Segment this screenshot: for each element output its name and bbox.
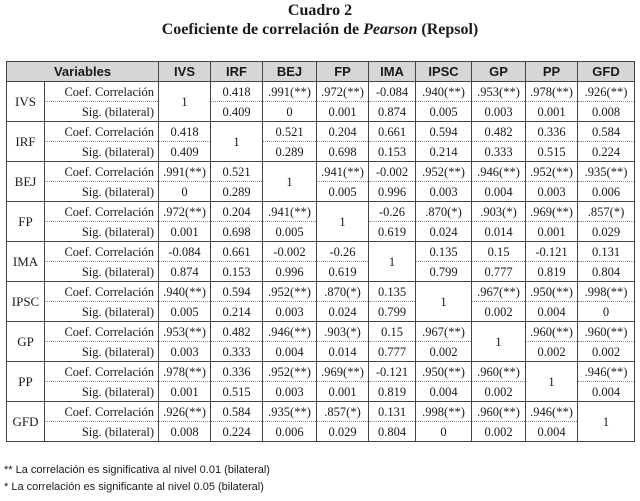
sig-cell: 0.003 [159,342,211,362]
coef-cell: -0.26 [317,242,369,262]
sig-cell: 0.014 [317,342,369,362]
stat-label-sig: Sig. (bilateral) [45,142,159,162]
variable-label: PP [7,362,45,402]
coef-cell: .946(**) [526,402,578,422]
coef-cell: .967(**) [472,282,526,302]
sig-cell: 0.005 [416,102,472,122]
table-body [7,82,635,442]
header-cell: GFD [578,62,635,82]
coef-cell: .953(**) [472,82,526,102]
sig-cell: 0.996 [369,182,416,202]
coef-cell: 0.594 [211,282,263,302]
coef-cell: .991(**) [159,162,211,182]
coef-cell: -0.26 [369,202,416,222]
header-cell: IMA [369,62,416,82]
coef-cell: 0.661 [211,242,263,262]
sig-cell: 0.001 [159,382,211,402]
sig-cell: 0.001 [317,102,369,122]
sig-cell: 0.006 [578,182,635,202]
coef-cell: 0.418 [159,122,211,142]
subtitle-prefix: Coeficiente de correlación de [161,21,364,38]
sig-cell: 0.153 [211,262,263,282]
coef-cell: 0.661 [369,122,416,142]
coef-cell: .972(**) [159,202,211,222]
table-row [7,162,635,182]
coef-cell: .950(**) [416,362,472,382]
coef-cell: .935(**) [578,162,635,182]
stat-label-coef: Coef. Correlación [45,162,159,182]
correlation-table [6,61,635,442]
stat-label-coef: Coef. Correlación [45,282,159,302]
sig-cell: 0.005 [159,302,211,322]
diagonal-cell: 1 [526,362,578,402]
header-cell: IPSC [416,62,472,82]
sig-cell: 0.008 [578,102,635,122]
sig-cell: 0.004 [416,382,472,402]
sig-cell: 0.002 [472,422,526,442]
sig-cell: 0.004 [526,422,578,442]
coef-cell: .991(**) [263,82,317,102]
table-row [7,282,635,302]
sig-cell: 0.001 [526,222,578,242]
diagonal-cell: 1 [317,202,369,242]
coef-cell: -0.002 [369,162,416,182]
coef-cell: .960(**) [526,322,578,342]
variable-label: GP [7,322,45,362]
coef-cell: .998(**) [416,402,472,422]
variable-label: FP [7,202,45,242]
header-cell: IRF [211,62,263,82]
footnote: * La correlación es significante al nivel 0.05 (bilateral) [4,481,264,493]
table-row [7,202,635,222]
coef-cell: 0.482 [211,322,263,342]
coef-cell: .960(**) [578,322,635,342]
sig-cell: 0.003 [263,302,317,322]
sig-cell: 0.804 [578,262,635,282]
sig-cell: 0.515 [211,382,263,402]
sig-cell: 0 [263,102,317,122]
coef-cell: .952(**) [263,362,317,382]
coef-cell: .940(**) [159,282,211,302]
sig-cell: 0.014 [472,222,526,242]
sig-cell: 0.004 [263,342,317,362]
table-row [7,142,635,162]
coef-cell: .903(*) [317,322,369,342]
coef-cell: .972(**) [317,82,369,102]
stat-label-coef: Coef. Correlación [45,362,159,382]
coef-cell: -0.121 [369,362,416,382]
coef-cell: -0.002 [263,242,317,262]
diagonal-cell: 1 [263,162,317,202]
sig-cell: 0.001 [526,102,578,122]
header-cell: FP [317,62,369,82]
table-row [7,122,635,142]
table-row [7,102,635,122]
sig-cell: 0.001 [159,222,211,242]
stat-label-sig: Sig. (bilateral) [45,262,159,282]
coef-cell: -0.084 [369,82,416,102]
sig-cell: 0 [578,302,635,322]
subtitle-italic: Pearson [363,21,418,38]
coef-cell: 0.135 [416,242,472,262]
sig-cell: 0.619 [317,262,369,282]
sig-cell: 0.333 [211,342,263,362]
sig-cell: 0.515 [526,142,578,162]
coef-cell: 0.521 [263,122,317,142]
diagonal-cell: 1 [578,402,635,442]
coef-cell: .998(**) [578,282,635,302]
coef-cell: .903(*) [472,202,526,222]
header-cell: IVS [159,62,211,82]
table-row [7,82,635,102]
variable-label: IRF [7,122,45,162]
variable-label: IVS [7,82,45,122]
sig-cell: 0.153 [369,142,416,162]
stat-label-coef: Coef. Correlación [45,402,159,422]
sig-cell: 0.006 [263,422,317,442]
coef-cell: .978(**) [159,362,211,382]
sig-cell: 0.002 [526,342,578,362]
stat-label-sig: Sig. (bilateral) [45,422,159,442]
sig-cell: 0.777 [369,342,416,362]
coef-cell: 0.594 [416,122,472,142]
stat-label-sig: Sig. (bilateral) [45,302,159,322]
table-row [7,402,635,422]
stat-label-sig: Sig. (bilateral) [45,182,159,202]
coef-cell: .946(**) [263,322,317,342]
coef-cell: -0.084 [159,242,211,262]
diagonal-cell: 1 [369,242,416,282]
footnotes [4,462,270,496]
sig-cell: 0.698 [211,222,263,242]
header-row [7,62,635,82]
sig-cell: 0.214 [416,142,472,162]
coef-cell: 0.204 [317,122,369,142]
sig-cell: 0.002 [472,302,526,322]
variable-label: GFD [7,402,45,442]
sig-cell: 0.289 [263,142,317,162]
table-row [7,342,635,362]
coef-cell: .960(**) [472,402,526,422]
subtitle-suffix: (Repsol) [417,21,479,38]
sig-cell: 0.224 [211,422,263,442]
sig-cell: 0.004 [578,382,635,402]
sig-cell: 0.002 [578,342,635,362]
footnote: ** La correlación es significativa al nivel 0.01 (bilateral) [4,464,270,476]
sig-cell: 0.005 [317,182,369,202]
sig-cell: 0.003 [472,102,526,122]
sig-cell: 0.799 [369,302,416,322]
coef-cell: -0.121 [526,242,578,262]
diagonal-cell: 1 [211,122,263,162]
diagonal-cell: 1 [472,322,526,362]
coef-cell: .935(**) [263,402,317,422]
header-cell: PP [526,62,578,82]
sig-cell: 0.409 [159,142,211,162]
sig-cell: 0.029 [578,222,635,242]
stat-label-coef: Coef. Correlación [45,322,159,342]
stat-label-sig: Sig. (bilateral) [45,222,159,242]
sig-cell: 0.008 [159,422,211,442]
variable-label: BEJ [7,162,45,202]
sig-cell: 0.214 [211,302,263,322]
coef-cell: .926(**) [578,82,635,102]
coef-cell: .857(*) [317,402,369,422]
diagonal-cell: 1 [159,82,211,122]
table-row [7,322,635,342]
stat-label-sig: Sig. (bilateral) [45,342,159,362]
header-cell: Variables [7,62,159,82]
coef-cell: .946(**) [578,362,635,382]
sig-cell: 0.004 [472,182,526,202]
coef-cell: .926(**) [159,402,211,422]
coef-cell: 0.336 [211,362,263,382]
coef-cell: .857(*) [578,202,635,222]
variable-label: IPSC [7,282,45,322]
sig-cell: 0.819 [526,262,578,282]
stat-label-coef: Coef. Correlación [45,242,159,262]
coef-cell: .952(**) [263,282,317,302]
coef-cell: 0.131 [369,402,416,422]
sig-cell: 0.333 [472,142,526,162]
coef-cell: 0.336 [526,122,578,142]
sig-cell: 0.005 [263,222,317,242]
coef-cell: .967(**) [416,322,472,342]
coef-cell: 0.584 [211,402,263,422]
sig-cell: 0.996 [263,262,317,282]
coef-cell: 0.135 [369,282,416,302]
table-row [7,262,635,282]
variable-label: IMA [7,242,45,282]
coef-cell: 0.584 [578,122,635,142]
table-row [7,422,635,442]
sig-cell: 0 [159,182,211,202]
coef-cell: .941(**) [317,162,369,182]
sig-cell: 0.224 [578,142,635,162]
coef-cell: .870(*) [416,202,472,222]
sig-cell: 0.799 [416,262,472,282]
diagonal-cell: 1 [416,282,472,322]
coef-cell: .941(**) [263,202,317,222]
coef-cell: 0.204 [211,202,263,222]
sig-cell: 0.804 [369,422,416,442]
coef-cell: 0.131 [578,242,635,262]
coef-cell: .870(*) [317,282,369,302]
coef-cell: 0.15 [369,322,416,342]
sig-cell: 0.003 [416,182,472,202]
coef-cell: .969(**) [317,362,369,382]
coef-cell: .960(**) [472,362,526,382]
sig-cell: 0.289 [211,182,263,202]
coef-cell: 0.418 [211,82,263,102]
stat-label-coef: Coef. Correlación [45,122,159,142]
coef-cell: 0.482 [472,122,526,142]
coef-cell: .946(**) [472,162,526,182]
sig-cell: 0.619 [369,222,416,242]
stat-label-sig: Sig. (bilateral) [45,382,159,402]
coef-cell: .950(**) [526,282,578,302]
table-row [7,362,635,382]
table-row [7,182,635,202]
sig-cell: 0.698 [317,142,369,162]
sig-cell: 0.029 [317,422,369,442]
table-row [7,302,635,322]
table-subtitle [0,21,640,39]
coef-cell: 0.15 [472,242,526,262]
sig-cell: 0.024 [317,302,369,322]
coef-cell: .940(**) [416,82,472,102]
header-cell: GP [472,62,526,82]
sig-cell: 0.004 [526,302,578,322]
coef-cell: 0.521 [211,162,263,182]
sig-cell: 0 [416,422,472,442]
sig-cell: 0.777 [472,262,526,282]
sig-cell: 0.819 [369,382,416,402]
sig-cell: 0.003 [526,182,578,202]
sig-cell: 0.874 [369,102,416,122]
sig-cell: 0.001 [317,382,369,402]
table-row [7,242,635,262]
sig-cell: 0.002 [416,342,472,362]
sig-cell: 0.409 [211,102,263,122]
coef-cell: .952(**) [526,162,578,182]
coef-cell: .978(**) [526,82,578,102]
table-title: Cuadro 2 [287,2,353,19]
sig-cell: 0.874 [159,262,211,282]
coef-cell: .969(**) [526,202,578,222]
coef-cell: .952(**) [416,162,472,182]
sig-cell: 0.003 [263,382,317,402]
sig-cell: 0.024 [416,222,472,242]
stat-label-sig: Sig. (bilateral) [45,102,159,122]
stat-label-coef: Coef. Correlación [45,82,159,102]
header-cell: BEJ [263,62,317,82]
sig-cell: 0.002 [472,382,526,402]
coef-cell: .953(**) [159,322,211,342]
stat-label-coef: Coef. Correlación [45,202,159,222]
